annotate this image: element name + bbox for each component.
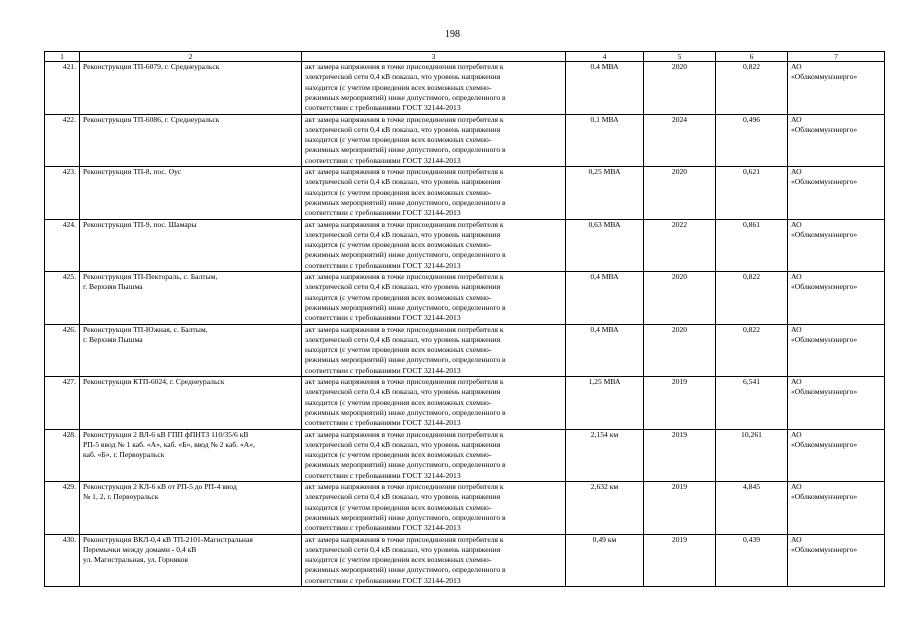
organization-line: «Облкоммунэнерго»: [791, 177, 858, 187]
organization-line: «Облкоммунэнерго»: [791, 124, 858, 134]
justification-line: соответствии с требованиями ГОСТ 32144-2013: [305, 103, 461, 113]
cost-cell: 0,621: [716, 167, 788, 220]
object-name-line: Реконструкция КТП-6024, г. Среднеуральск: [83, 377, 225, 386]
justification-line: электрической сети 0,4 кВ показал, что уровень напряжения: [305, 387, 501, 397]
organization-line: АО: [791, 272, 802, 281]
capacity-cell: 0,49 км: [566, 534, 644, 587]
organization-line: АО: [791, 429, 802, 439]
justification-line: находится (с учетом проведения всех возможных схемно-: [305, 555, 492, 565]
table-row: [45, 114, 885, 167]
organization-line: АО: [791, 167, 802, 176]
justification-line: акт замера напряжения в точке присоединения потребителя к: [305, 377, 504, 386]
row-number-cell: 422.: [45, 114, 80, 167]
object-name-line: Реконструкция ВКЛ-0,4 кВ ТП-2101-Магистральная: [83, 534, 253, 544]
justification-line: акт замера напряжения в точке присоединения потребителя к: [305, 324, 504, 334]
table-row: [45, 62, 885, 115]
cost-cell: 0,822: [716, 62, 788, 115]
object-name-cell: [80, 534, 302, 587]
object-name-line: Реконструкция ТП-8, пос. Оус: [83, 167, 182, 176]
justification-cell: [302, 324, 566, 377]
year-cell: 2019: [644, 429, 716, 482]
object-name-cell: [80, 429, 302, 482]
object-name-line: г. Верхняя Пышма: [83, 282, 143, 292]
object-name-cell: [80, 62, 302, 115]
header-row: [45, 52, 885, 62]
cost-cell: 0,861: [716, 219, 788, 272]
justification-line: акт замера напряжения в точке присоединения потребителя к: [305, 114, 504, 124]
header-cell-7: 7: [788, 52, 885, 62]
justification-line: находится (с учетом проведения всех возможных схемно-: [305, 345, 492, 355]
header-cell-2: 2: [80, 52, 302, 62]
table-row: [45, 377, 885, 430]
justification-line: соответствии с требованиями ГОСТ 32144-2013: [305, 523, 461, 533]
object-name-line: № 1, 2, г. Первоуральск: [83, 492, 159, 502]
justification-line: соответствии с требованиями ГОСТ 32144-2013: [305, 470, 461, 480]
row-number-cell: 429.: [45, 482, 80, 535]
justification-line: находится (с учетом проведения всех возможных схемно-: [305, 135, 492, 145]
justification-line: соответствии с требованиями ГОСТ 32144-2013: [305, 155, 461, 165]
object-name-line: ул. Магистральная, ул. Горняков: [83, 555, 188, 565]
cost-cell: 0,496: [716, 114, 788, 167]
organization-line: «Облкоммунэнерго»: [791, 72, 858, 82]
justification-line: находится (с учетом проведения всех возможных схемно-: [305, 187, 492, 197]
table-row: [45, 324, 885, 377]
justification-line: акт замера напряжения в точке присоединения потребителя к: [305, 272, 504, 281]
year-cell: 2022: [644, 219, 716, 272]
row-number-cell: 430.: [45, 534, 80, 587]
table-body: [45, 52, 885, 587]
justification-cell: [302, 219, 566, 272]
organization-cell: [788, 534, 885, 587]
justification-line: акт замера напряжения в точке присоединения потребителя к: [305, 62, 504, 71]
justification-line: соответствии с требованиями ГОСТ 32144-2013: [305, 313, 461, 323]
object-name-line: Перемычки между домами - 0,4 кВ: [83, 544, 197, 554]
justification-line: соответствии с требованиями ГОСТ 32144-2013: [305, 418, 461, 428]
object-name-line: РП-5 ввод № 1 каб. «А», каб. «Б», ввод № 2 каб. «А»,: [83, 439, 255, 449]
organization-line: «Облкоммунэнерго»: [791, 492, 858, 502]
capacity-cell: 0,4 МВА: [566, 62, 644, 115]
justification-line: соответствии с требованиями ГОСТ 32144-2013: [305, 208, 461, 218]
justification-line: находится (с учетом проведения всех возможных схемно-: [305, 502, 492, 512]
justification-line: электрической сети 0,4 кВ показал, что уровень напряжения: [305, 229, 501, 239]
table-row: [45, 219, 885, 272]
justification-line: режимных мероприятий) ниже допустимого, определенного в: [305, 302, 506, 312]
year-cell: 2020: [644, 167, 716, 220]
header-cell-5: 5: [644, 52, 716, 62]
justification-line: акт замера напряжения в точке присоединения потребителя к: [305, 534, 504, 544]
organization-cell: [788, 324, 885, 377]
object-name-cell: [80, 114, 302, 167]
justification-line: находится (с учетом проведения всех возможных схемно-: [305, 450, 492, 460]
header-cell-3: 3: [302, 52, 566, 62]
justification-line: соответствии с требованиями ГОСТ 32144-2013: [305, 260, 461, 270]
justification-line: электрической сети 0,4 кВ показал, что уровень напряжения: [305, 544, 501, 554]
justification-line: электрической сети 0,4 кВ показал, что уровень напряжения: [305, 492, 501, 502]
justification-line: режимных мероприятий) ниже допустимого, определенного в: [305, 355, 506, 365]
organization-line: АО: [791, 62, 802, 71]
organization-line: АО: [791, 377, 802, 386]
justification-line: соответствии с требованиями ГОСТ 32144-2013: [305, 365, 461, 375]
justification-line: электрической сети 0,4 кВ показал, что уровень напряжения: [305, 282, 501, 292]
investment-table: [44, 51, 885, 587]
organization-cell: [788, 272, 885, 325]
year-cell: 2019: [644, 377, 716, 430]
justification-line: режимных мероприятий) ниже допустимого, определенного в: [305, 92, 506, 102]
cost-cell: 0,822: [716, 272, 788, 325]
justification-line: режимных мероприятий) ниже допустимого, определенного в: [305, 407, 506, 417]
object-name-cell: [80, 167, 302, 220]
justification-line: акт замера напряжения в точке присоединения потребителя к: [305, 167, 504, 176]
organization-line: «Облкоммунэнерго»: [791, 544, 858, 554]
header-cell-6: 6: [716, 52, 788, 62]
cost-cell: 6,541: [716, 377, 788, 430]
object-name-cell: [80, 324, 302, 377]
year-cell: 2020: [644, 272, 716, 325]
organization-line: «Облкоммунэнерго»: [791, 387, 858, 397]
object-name-line: Реконструкция ТП-6086, г. Среднеуральск: [83, 114, 220, 124]
capacity-cell: 0,25 МВА: [566, 167, 644, 220]
organization-line: «Облкоммунэнерго»: [791, 439, 858, 449]
justification-cell: [302, 62, 566, 115]
justification-cell: [302, 482, 566, 535]
capacity-cell: 2,154 км: [566, 429, 644, 482]
justification-cell: [302, 114, 566, 167]
capacity-cell: 2,632 км: [566, 482, 644, 535]
justification-line: режимных мероприятий) ниже допустимого, определенного в: [305, 565, 506, 575]
capacity-cell: 0,4 МВА: [566, 272, 644, 325]
cost-cell: 0,439: [716, 534, 788, 587]
object-name-cell: [80, 482, 302, 535]
header-cell-4: 4: [566, 52, 644, 62]
justification-line: электрической сети 0,4 кВ показал, что уровень напряжения: [305, 177, 501, 187]
object-name-cell: [80, 219, 302, 272]
table-row: [45, 272, 885, 325]
organization-line: АО: [791, 324, 802, 334]
year-cell: 2024: [644, 114, 716, 167]
justification-line: акт замера напряжения в точке присоединения потребителя к: [305, 482, 504, 491]
object-name-line: каб. «Б», г. Первоуральск: [83, 450, 165, 460]
year-cell: 2019: [644, 482, 716, 535]
organization-cell: [788, 114, 885, 167]
year-cell: 2019: [644, 534, 716, 587]
justification-line: режимных мероприятий) ниже допустимого, определенного в: [305, 145, 506, 155]
object-name-cell: [80, 377, 302, 430]
table-row: [45, 482, 885, 535]
organization-cell: [788, 377, 885, 430]
header-cell-1: 1: [45, 52, 80, 62]
object-name-line: Реконструкция 2 ВЛ-6 кВ ГПП фПНТЗ 110/35/6 кВ: [83, 429, 249, 439]
justification-line: акт замера напряжения в точке присоединения потребителя к: [305, 429, 504, 439]
justification-line: режимных мероприятий) ниже допустимого, определенного в: [305, 197, 506, 207]
capacity-cell: 0,63 МВА: [566, 219, 644, 272]
table-row: [45, 534, 885, 587]
object-name-line: Реконструкция ТП-Пектораль, с. Балтым,: [83, 272, 218, 281]
organization-cell: [788, 167, 885, 220]
object-name-cell: [80, 272, 302, 325]
row-number-cell: 425.: [45, 272, 80, 325]
justification-line: находится (с учетом проведения всех возможных схемно-: [305, 397, 492, 407]
organization-cell: [788, 62, 885, 115]
row-number-cell: 427.: [45, 377, 80, 430]
justification-line: электрической сети 0,4 кВ показал, что уровень напряжения: [305, 334, 501, 344]
object-name-line: Реконструкция 2 КЛ-6 кВ от РП-5 до РП-4 ввод: [83, 482, 237, 491]
page-number: 198: [445, 29, 460, 40]
justification-line: электрической сети 0,4 кВ показал, что уровень напряжения: [305, 124, 501, 134]
justification-line: находится (с учетом проведения всех возможных схемно-: [305, 240, 492, 250]
justification-line: режимных мероприятий) ниже допустимого, определенного в: [305, 512, 506, 522]
organization-line: «Облкоммунэнерго»: [791, 334, 858, 344]
year-cell: 2020: [644, 324, 716, 377]
organization-line: АО: [791, 534, 802, 544]
row-number-cell: 423.: [45, 167, 80, 220]
organization-line: АО: [791, 482, 802, 491]
row-number-cell: 426.: [45, 324, 80, 377]
capacity-cell: 0,4 МВА: [566, 324, 644, 377]
justification-line: находится (с учетом проведения всех возможных схемно-: [305, 82, 492, 92]
justification-line: находится (с учетом проведения всех возможных схемно-: [305, 292, 492, 302]
object-name-line: Реконструкция ТП-Южная, с. Балтым,: [83, 324, 208, 334]
organization-line: «Облкоммунэнерго»: [791, 229, 858, 239]
justification-cell: [302, 534, 566, 587]
justification-cell: [302, 167, 566, 220]
table-row: [45, 167, 885, 220]
object-name-line: Реконструкция ТП-9, пос. Шамары: [83, 219, 197, 229]
cost-cell: 4,845: [716, 482, 788, 535]
organization-cell: [788, 482, 885, 535]
organization-cell: [788, 429, 885, 482]
justification-cell: [302, 272, 566, 325]
row-number-cell: 424.: [45, 219, 80, 272]
justification-cell: [302, 429, 566, 482]
justification-line: режимных мероприятий) ниже допустимого, определенного в: [305, 250, 506, 260]
justification-line: электрической сети 0,4 кВ показал, что уровень напряжения: [305, 72, 501, 82]
object-name-line: г. Верхняя Пышма: [83, 334, 143, 344]
justification-line: соответствии с требованиями ГОСТ 32144-2013: [305, 575, 461, 585]
justification-line: режимных мероприятий) ниже допустимого, определенного в: [305, 460, 506, 470]
organization-line: АО: [791, 219, 802, 229]
justification-line: электрической сети 0,4 кВ показал, что уровень напряжения: [305, 439, 501, 449]
justification-cell: [302, 377, 566, 430]
cost-cell: 0,822: [716, 324, 788, 377]
justification-line: акт замера напряжения в точке присоединения потребителя к: [305, 219, 504, 229]
organization-cell: [788, 219, 885, 272]
object-name-line: Реконструкция ТП-6079, г. Среднеуральск: [83, 62, 220, 71]
capacity-cell: 0,1 МВА: [566, 114, 644, 167]
table-row: [45, 429, 885, 482]
year-cell: 2020: [644, 62, 716, 115]
organization-line: «Облкоммунэнерго»: [791, 282, 858, 292]
row-number-cell: 421.: [45, 62, 80, 115]
capacity-cell: 1,25 МВА: [566, 377, 644, 430]
cost-cell: 10,261: [716, 429, 788, 482]
row-number-cell: 428.: [45, 429, 80, 482]
organization-line: АО: [791, 114, 802, 124]
